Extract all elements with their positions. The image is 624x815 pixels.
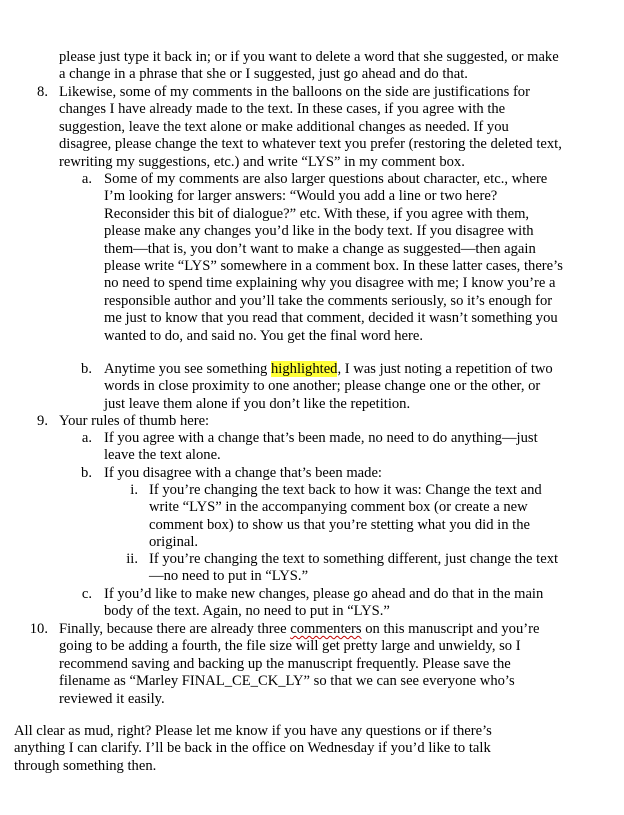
highlighted-word: highlighted <box>271 361 338 377</box>
list-marker: 8. <box>37 84 48 100</box>
spellcheck-flagged-word: commenters <box>290 621 362 637</box>
list-item-text <box>104 361 563 413</box>
list-marker: 10. <box>29 621 48 637</box>
list-marker: b. <box>81 361 92 377</box>
list-item-text <box>59 621 563 708</box>
list-marker: b. <box>81 465 92 481</box>
text-run: on this manuscript and you’re going to be adding a fourth, the file size will get pretty large and unwieldy, so I recommend saving and backing up the manuscript frequently. Please save the filename as “Marley FINAL_CE_CK_LY” so that we can see everyone who’s reviewed it easily. <box>59 621 540 707</box>
list-item-text: Some of my comments are also larger questions about character, etc., where I’m looking for larger answers: “Would you add a line or two here? Reconsider this bit of dialogue?” etc. With these, if you agree with them, please make any changes you’d like in the body text. If you disagree with them—that is, you don’t want to make a change as suggested—then again please write “LYS” somewhere in a comment box. In these latter cases, there’s no need to spend time explaining why you disagree with me; I know you’re a responsible author and you’ll take the comments seriously, so it’s enough for me just to know that you read that comment, decided it wasn’t something you wanted to do, and said no. You get the final word here. <box>104 171 563 344</box>
continuation-paragraph <box>59 49 563 84</box>
list-item-text: Your rules of thumb here: <box>59 413 210 429</box>
closing-text: All clear as mud, right? Please let me know if you have any questions or if there’s anything I can clarify. I’ll be back in the office on Wednesday if you’d like to talk through something then. <box>14 723 492 774</box>
list-marker: i. <box>130 482 138 498</box>
list-marker: a. <box>81 430 92 446</box>
list-marker: 9. <box>37 413 48 429</box>
list-item-text: If you’d like to make new changes, please go ahead and do that in the main body of the text. Again, no need to put in “LYS.” <box>104 586 544 620</box>
text-run: Finally, because there are already three <box>59 621 291 637</box>
list-item-text: If you’re changing the text back to how it was: Change the text and write “LYS” in the accompanying comment box (or create a new comment box) to show us that you’re stetting what you did in the original. <box>149 482 542 551</box>
list-item-text: Likewise, some of my comments in the balloons on the side are justifications for changes I have already made to the text. In these cases, if you agree with the suggestion, leave the text alone or make additional changes as needed. If you disagree, please change the text to whatever text you prefer (restoring the deleted text, rewriting my suggestions, etc.) and write “LYS” in my comment box. <box>59 84 562 170</box>
text-run: Anytime you see something <box>104 361 271 377</box>
list-item-text: If you’re changing the text to something different, just change the text—no need to put in “LYS.” <box>149 551 559 585</box>
list-marker: c. <box>81 586 92 602</box>
continuation-text: please just type it back in; or if you want to delete a word that she suggested, or make a change in a phrase that she or I suggested, just go ahead and do that. <box>59 49 559 83</box>
list-item-text: If you agree with a change that’s been made, no need to do anything—just leave the text alone. <box>104 430 538 464</box>
list-item-text: If you disagree with a change that’s been made: <box>104 465 382 481</box>
closing-paragraph <box>14 723 534 775</box>
list-marker: ii. <box>126 551 138 567</box>
text-run: , I was just noting a repetition of two words in close proximity to one another; please change one or the other, or just leave them alone if you don’t like the repetition. <box>104 361 553 412</box>
list-marker: a. <box>81 171 92 187</box>
